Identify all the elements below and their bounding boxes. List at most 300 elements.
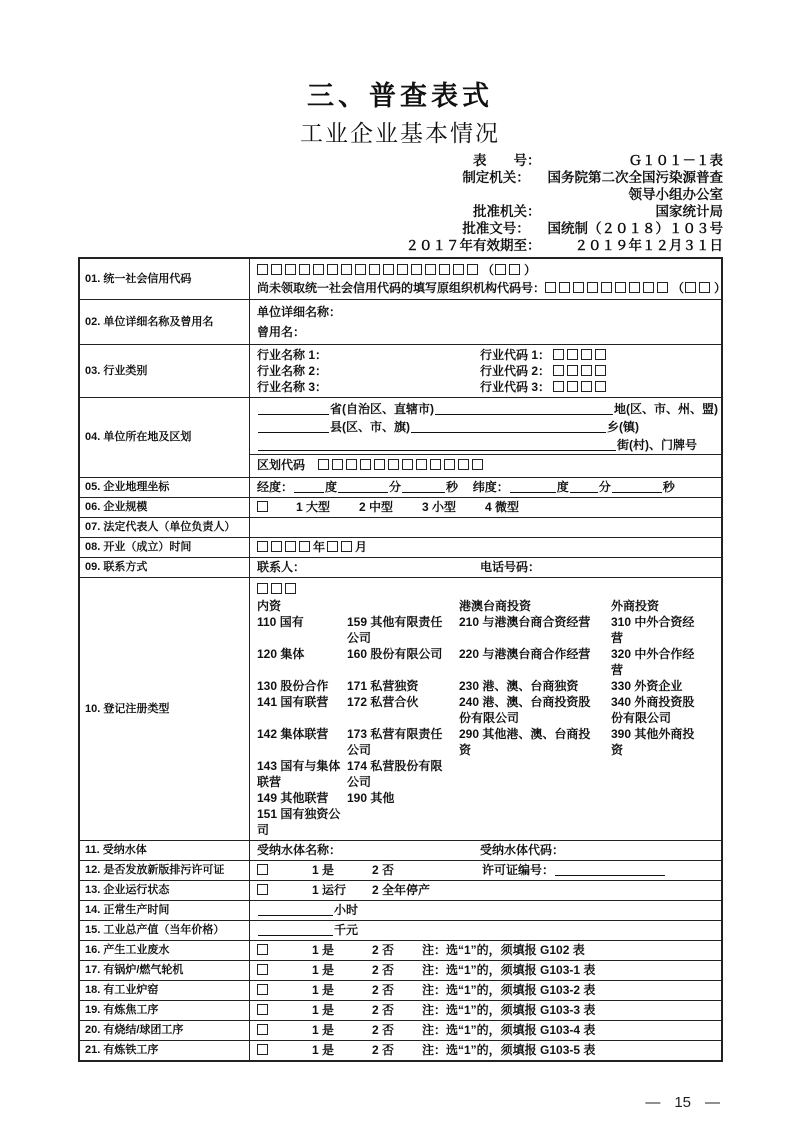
- row-02-unit-name: [80, 299, 721, 344]
- form-box[interactable]: [332, 459, 343, 470]
- row-label: 16. 产生工业废水: [80, 941, 250, 960]
- minute-label: 分: [389, 480, 402, 494]
- option-no: 2 否: [372, 1043, 395, 1057]
- status-checkbox[interactable]: [257, 883, 271, 897]
- month-boxes[interactable]: [327, 540, 355, 554]
- doc-no-value: 国统制（２０１８）１０３号: [547, 221, 723, 236]
- row-label: 20. 有烧结/球团工序: [80, 1021, 250, 1040]
- paren-close: ）: [714, 281, 727, 295]
- reg-type-option: 143 国有与集体联营: [257, 759, 341, 789]
- row-label: 19. 有炼焦工序: [80, 1001, 250, 1020]
- unit-thousand-yuan: 千元: [334, 923, 359, 937]
- reg-type-option: 320 中外合作经营: [611, 647, 695, 677]
- form-box[interactable]: [271, 541, 282, 552]
- yn-checkbox[interactable]: [257, 1003, 271, 1017]
- industry-name-2: 行业名称 2：: [257, 364, 328, 378]
- prefecture-label: 地(区、市、州、盟): [614, 402, 718, 416]
- reg-type-grid-row: [257, 614, 717, 646]
- form-box[interactable]: [573, 282, 584, 293]
- header-foreign-investment: 外商投资: [611, 599, 660, 613]
- option-large: 1 大型: [296, 500, 331, 514]
- option-no: 2 否: [372, 1003, 395, 1017]
- form-box[interactable]: [581, 349, 592, 360]
- reg-type-option: 149 其他联营: [257, 791, 329, 805]
- option-no: 2 否: [372, 963, 395, 977]
- form-box[interactable]: [341, 264, 352, 275]
- yn-checkbox[interactable]: [257, 983, 271, 997]
- permit-no-label: 许可证编号：: [482, 863, 555, 877]
- reg-type-option: 151 国有独资公司: [257, 807, 341, 837]
- month-label: 月: [355, 540, 368, 554]
- reg-type-option: 160 股份有限公司: [347, 647, 443, 661]
- option-yes: 1 是: [312, 1023, 335, 1037]
- row-label: 07. 法定代表人（单位负责人）: [80, 518, 250, 537]
- form-box[interactable]: [346, 459, 357, 470]
- reg-type-grid-row: [257, 694, 717, 726]
- minute-label: 分: [598, 480, 611, 494]
- degree-label: 度: [556, 480, 569, 494]
- org-check-boxes[interactable]: [685, 281, 713, 295]
- uscc-code-boxes[interactable]: [257, 263, 481, 277]
- row-01-unified-social-credit-code: [80, 259, 727, 299]
- option-small: 3 小型: [422, 500, 457, 514]
- row-label: 02. 单位详细名称及曾用名: [80, 300, 250, 344]
- permit-checkbox[interactable]: [257, 863, 271, 877]
- year-label: 年: [313, 540, 326, 554]
- former-name-field: 曾用名：: [257, 325, 306, 339]
- yn-checkbox[interactable]: [257, 963, 271, 977]
- meta-approver: [378, 203, 723, 220]
- unit-hours: 小时: [334, 903, 359, 917]
- reg-type-option: 290 其他港、澳、台商投资: [459, 727, 591, 757]
- form-box[interactable]: [439, 264, 450, 275]
- form-box[interactable]: [257, 1004, 268, 1015]
- form-box[interactable]: [360, 459, 371, 470]
- reg-type-boxes[interactable]: [257, 582, 299, 596]
- reg-type-option: [459, 806, 611, 838]
- footer-dash: —: [645, 1094, 661, 1111]
- row-content: [250, 921, 721, 940]
- form-box[interactable]: [553, 381, 564, 392]
- form-box[interactable]: [699, 282, 710, 293]
- row-content: [250, 961, 721, 980]
- fill-blank[interactable]: [435, 402, 613, 415]
- yn-checkbox[interactable]: [257, 1043, 271, 1057]
- option-no: 2 否: [372, 943, 395, 957]
- fill-blank[interactable]: [258, 438, 616, 451]
- contact-person-label: 联系人：: [257, 560, 306, 574]
- row-content: [250, 498, 721, 517]
- reg-type-option: 210 与港澳台商合资经营: [459, 615, 591, 629]
- form-box[interactable]: [581, 381, 592, 392]
- form-box[interactable]: [587, 282, 598, 293]
- reg-type-option: [459, 790, 611, 806]
- form-box[interactable]: [271, 264, 282, 275]
- option-no: 2 否: [372, 983, 395, 997]
- reg-type-option: 172 私营合伙: [347, 695, 419, 709]
- industry-name-1: 行业名称 1：: [257, 348, 328, 362]
- row-21-iron-smelting: [80, 1040, 721, 1060]
- row-content: [250, 861, 721, 880]
- fill-blank[interactable]: [258, 923, 333, 936]
- row-content: [250, 398, 722, 477]
- row-label: 18. 有工业炉窑: [80, 981, 250, 1000]
- option-running: 1 运行: [312, 883, 347, 897]
- header-hmt-investment: 港澳台商投资: [459, 599, 532, 613]
- reg-type-option: 310 中外合资经营: [611, 615, 695, 645]
- row-11-receiving-water-body: [80, 840, 721, 860]
- form-box[interactable]: [341, 541, 352, 552]
- form-no-value: Ｇ１０１－１表: [628, 153, 723, 168]
- year-boxes[interactable]: [257, 540, 313, 554]
- reg-type-option: [611, 790, 717, 806]
- industry-code-3: 行业代码 3：: [480, 380, 551, 394]
- option-medium: 2 中型: [359, 500, 394, 514]
- row-14-normal-production-time: [80, 900, 721, 920]
- row-content: [250, 981, 721, 1000]
- row-19-coking-process: [80, 1000, 721, 1020]
- validity-label: 有效期至：: [473, 238, 541, 253]
- form-box[interactable]: [430, 459, 441, 470]
- form-box[interactable]: [257, 864, 268, 875]
- fill-blank[interactable]: [294, 480, 324, 493]
- yn-checkbox[interactable]: [257, 1023, 271, 1037]
- row-content: [250, 941, 721, 960]
- maker-label: 制定机关：: [462, 170, 530, 185]
- section-title: 三、普查表式: [307, 81, 493, 111]
- form-box[interactable]: [355, 264, 366, 275]
- township-label: 乡(镇): [607, 420, 639, 434]
- county-label: 县(区、市、旗): [330, 420, 410, 434]
- form-box[interactable]: [257, 984, 268, 995]
- row-content: [250, 578, 721, 840]
- longitude-label: 经度：: [257, 480, 294, 494]
- row-label: 15. 工业总产值（当年价格）: [80, 921, 250, 940]
- meta-doc-no: [378, 220, 723, 237]
- fill-blank[interactable]: [612, 480, 662, 493]
- form-box[interactable]: [545, 282, 556, 293]
- form-box[interactable]: [559, 282, 570, 293]
- option-shutdown: 2 全年停产: [372, 883, 431, 897]
- unit-name-field: 单位详细名称：: [257, 305, 342, 319]
- row-content: [250, 478, 721, 497]
- row-15-gross-output-value: [80, 920, 721, 940]
- row-16-industrial-wastewater: [80, 940, 721, 960]
- reg-type-option: 190 其他: [347, 791, 395, 805]
- row-label: 13. 企业运行状态: [80, 881, 250, 900]
- row-label: 12. 是否发放新版排污许可证: [80, 861, 250, 880]
- industry-code-3-boxes[interactable]: [553, 380, 609, 394]
- row-label: 21. 有炼铁工序: [80, 1041, 250, 1060]
- second-label: 秒: [662, 480, 675, 494]
- row-content: [250, 538, 721, 557]
- division-code-label: 区划代码: [257, 458, 306, 472]
- form-box[interactable]: [643, 282, 654, 293]
- maker-value: 国务院第二次全国污染源普查: [547, 170, 723, 185]
- form-no-label: 表 号：: [473, 153, 541, 168]
- form-box[interactable]: [257, 583, 268, 594]
- scale-checkbox[interactable]: [257, 500, 271, 514]
- option-yes: 1 是: [312, 1003, 335, 1017]
- row-content: [250, 901, 721, 920]
- maker-value-line2: 领导小组办公室: [628, 187, 723, 202]
- option-yes: 1 是: [312, 863, 335, 877]
- form-box[interactable]: [257, 501, 268, 512]
- form-box[interactable]: [397, 264, 408, 275]
- reg-type-grid-row: [257, 646, 717, 678]
- row-13-operation-status: [80, 880, 721, 900]
- fill-blank[interactable]: [411, 420, 606, 433]
- reg-type-option: 159 其他有限责任公司: [347, 615, 443, 645]
- reg-type-option: 141 国有联营: [257, 695, 329, 709]
- row-20-sintering-pelletizing: [80, 1020, 721, 1040]
- fill-blank[interactable]: [402, 480, 445, 493]
- note-text: 注：选“1”的，须填报 G103-1 表: [422, 963, 596, 977]
- option-yes: 1 是: [312, 963, 335, 977]
- row-label: 09. 联系方式: [80, 558, 250, 577]
- meta-maker-line2: [378, 186, 723, 203]
- row-label: 17. 有锅炉/燃气轮机: [80, 961, 250, 980]
- form-meta: [378, 152, 723, 254]
- row-content: [250, 1041, 721, 1060]
- row-04-location: [80, 397, 721, 477]
- reg-type-option: 220 与港澳台商合作经营: [459, 647, 591, 661]
- form-box[interactable]: [383, 264, 394, 275]
- reg-type-option: 174 私营股份有限公司: [347, 759, 443, 789]
- form-box[interactable]: [257, 264, 268, 275]
- survey-year: ２０１７年: [405, 238, 473, 253]
- row-label: 08. 开业（成立）时间: [80, 538, 250, 557]
- industry-code-2: 行业代码 2：: [480, 364, 551, 378]
- option-yes: 1 是: [312, 983, 335, 997]
- page-footer: [0, 1094, 800, 1111]
- water-body-name-label: 受纳水体名称：: [257, 843, 342, 857]
- form-box[interactable]: [567, 381, 578, 392]
- validity-value: ２０１９年１２月３１日: [574, 238, 723, 253]
- reg-type-option: 120 集体: [257, 647, 305, 661]
- row-label: 05. 企业地理坐标: [80, 478, 250, 497]
- reg-type-option: 240 港、澳、台商投资股份有限公司: [459, 695, 591, 725]
- row-09-contact-info: [80, 557, 721, 577]
- note-text: 注：选“1”的，须填报 G102 表: [422, 943, 585, 957]
- reg-type-option: [611, 758, 717, 790]
- org-code-hint: 尚未领取统一社会信用代码的填写原组织机构代码号：: [257, 281, 546, 295]
- meta-form-no: [378, 152, 723, 169]
- division-code-boxes[interactable]: [318, 458, 486, 472]
- row-content: [250, 841, 721, 860]
- form-box[interactable]: [299, 264, 310, 275]
- row-label: 04. 单位所在地及区划: [80, 398, 250, 477]
- form-box[interactable]: [581, 365, 592, 376]
- form-box[interactable]: [285, 541, 296, 552]
- meta-validity: [378, 237, 723, 254]
- form-box[interactable]: [553, 365, 564, 376]
- reg-type-option: 171 私营独资: [347, 679, 419, 693]
- division-code-row: [250, 454, 722, 475]
- reg-type-grid-row: [257, 790, 717, 806]
- approver-value: 国家统计局: [655, 204, 723, 219]
- row-label: 14. 正常生产时间: [80, 901, 250, 920]
- fill-blank[interactable]: [510, 480, 556, 493]
- form-box[interactable]: [615, 282, 626, 293]
- reg-type-grid-row: [257, 758, 717, 790]
- row-label: 01. 统一社会信用代码: [80, 259, 250, 299]
- street-label: 街(村)、门牌号: [617, 438, 697, 452]
- yn-checkbox[interactable]: [257, 943, 271, 957]
- reg-type-grid-row: [257, 726, 717, 758]
- form-box[interactable]: [402, 459, 413, 470]
- uscc-check-boxes[interactable]: [495, 263, 523, 277]
- form-box[interactable]: [411, 264, 422, 275]
- meta-maker: [378, 169, 723, 186]
- form-box[interactable]: [257, 1044, 268, 1055]
- row-06-enterprise-scale: [80, 497, 721, 517]
- latitude-label: 纬度：: [472, 480, 509, 494]
- reg-type-headers: [257, 598, 717, 614]
- row-label: 03. 行业类别: [80, 345, 250, 397]
- row-content: [250, 300, 721, 344]
- reg-type-option: 230 港、澳、台商独资: [459, 679, 579, 693]
- degree-label: 度: [325, 480, 338, 494]
- form-box[interactable]: [257, 884, 268, 895]
- row-content: [250, 1021, 721, 1040]
- row-content: [250, 345, 721, 397]
- reg-type-option: [611, 806, 717, 838]
- doc-no-label: 批准文号：: [462, 221, 530, 236]
- paren-open: （: [482, 263, 495, 277]
- reg-type-option: [459, 758, 611, 790]
- reg-type-option: 110 国有: [257, 615, 304, 629]
- form-box[interactable]: [327, 264, 338, 275]
- paren-close: ）: [524, 263, 537, 277]
- option-no: 2 否: [372, 863, 395, 877]
- form-box[interactable]: [444, 459, 455, 470]
- form-box[interactable]: [327, 541, 338, 552]
- row-label: 11. 受纳水体: [80, 841, 250, 860]
- row-label: 06. 企业规模: [80, 498, 250, 517]
- form-box[interactable]: [595, 381, 606, 392]
- reg-type-option: 173 私营有限责任公司: [347, 727, 443, 757]
- form-box[interactable]: [374, 459, 385, 470]
- reg-type-option: 390 其他外商投资: [611, 727, 695, 757]
- form-box[interactable]: [257, 541, 268, 552]
- note-text: 注：选“1”的，须填报 G103-4 表: [422, 1023, 596, 1037]
- row-content: [250, 1001, 721, 1020]
- form-box[interactable]: [567, 365, 578, 376]
- form-box[interactable]: [388, 459, 399, 470]
- form-box[interactable]: [629, 282, 640, 293]
- industry-code-1-boxes[interactable]: [553, 348, 609, 362]
- form-box[interactable]: [369, 264, 380, 275]
- province-label: 省(自治区、直辖市): [330, 402, 434, 416]
- row-18-industrial-kiln: [80, 980, 721, 1000]
- form-box[interactable]: [318, 459, 329, 470]
- option-yes: 1 是: [312, 1043, 335, 1057]
- reg-type-grid-row: [257, 806, 717, 838]
- row-10-registration-type: [80, 577, 721, 840]
- form-box[interactable]: [299, 541, 310, 552]
- form-box[interactable]: [467, 264, 478, 275]
- fill-blank[interactable]: [258, 420, 329, 433]
- footer-dash: —: [705, 1094, 720, 1111]
- row-12-discharge-permit: [80, 860, 721, 880]
- reg-type-option: 142 集体联营: [257, 727, 329, 741]
- form-box[interactable]: [453, 264, 464, 275]
- form-title: 工业企业基本情况: [300, 121, 500, 146]
- option-micro: 4 微型: [485, 500, 520, 514]
- form-box[interactable]: [472, 459, 483, 470]
- form-box[interactable]: [595, 349, 606, 360]
- row-17-boiler-gas-turbine: [80, 960, 721, 980]
- second-label: 秒: [446, 480, 459, 494]
- note-text: 注：选“1”的，须填报 G103-2 表: [422, 983, 596, 997]
- reg-type-option: 340 外商投资股份有限公司: [611, 695, 695, 725]
- form-box[interactable]: [567, 349, 578, 360]
- industry-name-3: 行业名称 3：: [257, 380, 328, 394]
- org-code-boxes[interactable]: [545, 281, 671, 295]
- industry-code-1: 行业代码 1：: [480, 348, 551, 362]
- option-no: 2 否: [372, 1023, 395, 1037]
- form-box[interactable]: [601, 282, 612, 293]
- form-box[interactable]: [257, 964, 268, 975]
- row-03-industry-category: [80, 344, 721, 397]
- note-text: 注：选“1”的，须填报 G103-5 表: [422, 1043, 596, 1057]
- row-content: [250, 558, 721, 577]
- reg-type-grid-row: [257, 678, 717, 694]
- form-box[interactable]: [271, 583, 282, 594]
- form-box[interactable]: [495, 264, 506, 275]
- fill-blank[interactable]: [258, 402, 329, 415]
- form-box[interactable]: [685, 282, 696, 293]
- form-table: [78, 257, 727, 1062]
- row-08-opening-date: [80, 537, 721, 557]
- phone-label: 电话号码：: [480, 560, 541, 574]
- note-text: 注：选“1”的，须填报 G103-3 表: [422, 1003, 596, 1017]
- fill-blank[interactable]: [555, 863, 665, 876]
- form-box[interactable]: [509, 264, 520, 275]
- option-yes: 1 是: [312, 943, 335, 957]
- approver-label: 批准机关：: [473, 204, 541, 219]
- fill-blank[interactable]: [338, 480, 388, 493]
- row-05-geo-coordinates: [80, 477, 721, 497]
- form-box[interactable]: [458, 459, 469, 470]
- row-content: [250, 259, 731, 299]
- row-content: [250, 881, 721, 900]
- form-box[interactable]: [257, 1024, 268, 1035]
- reg-type-option: [347, 806, 459, 838]
- form-box[interactable]: [285, 583, 296, 594]
- form-box[interactable]: [657, 282, 668, 293]
- header-domestic: 内资: [257, 599, 282, 613]
- form-box[interactable]: [257, 944, 268, 955]
- page-number: 15: [674, 1094, 691, 1111]
- water-body-code-label: 受纳水体代码：: [480, 843, 565, 857]
- form-box[interactable]: [553, 349, 564, 360]
- row-content: [250, 518, 721, 537]
- industry-code-2-boxes[interactable]: [553, 364, 609, 378]
- fill-blank[interactable]: [258, 903, 333, 916]
- reg-type-option: 130 股份合作: [257, 679, 329, 693]
- row-label: 10. 登记注册类型: [80, 578, 250, 840]
- form-box[interactable]: [416, 459, 427, 470]
- form-box[interactable]: [285, 264, 296, 275]
- form-box[interactable]: [595, 365, 606, 376]
- reg-type-option: 330 外资企业: [611, 679, 683, 693]
- paren-open: （: [672, 281, 685, 295]
- fill-blank[interactable]: [570, 480, 598, 493]
- form-box[interactable]: [313, 264, 324, 275]
- form-box[interactable]: [425, 264, 436, 275]
